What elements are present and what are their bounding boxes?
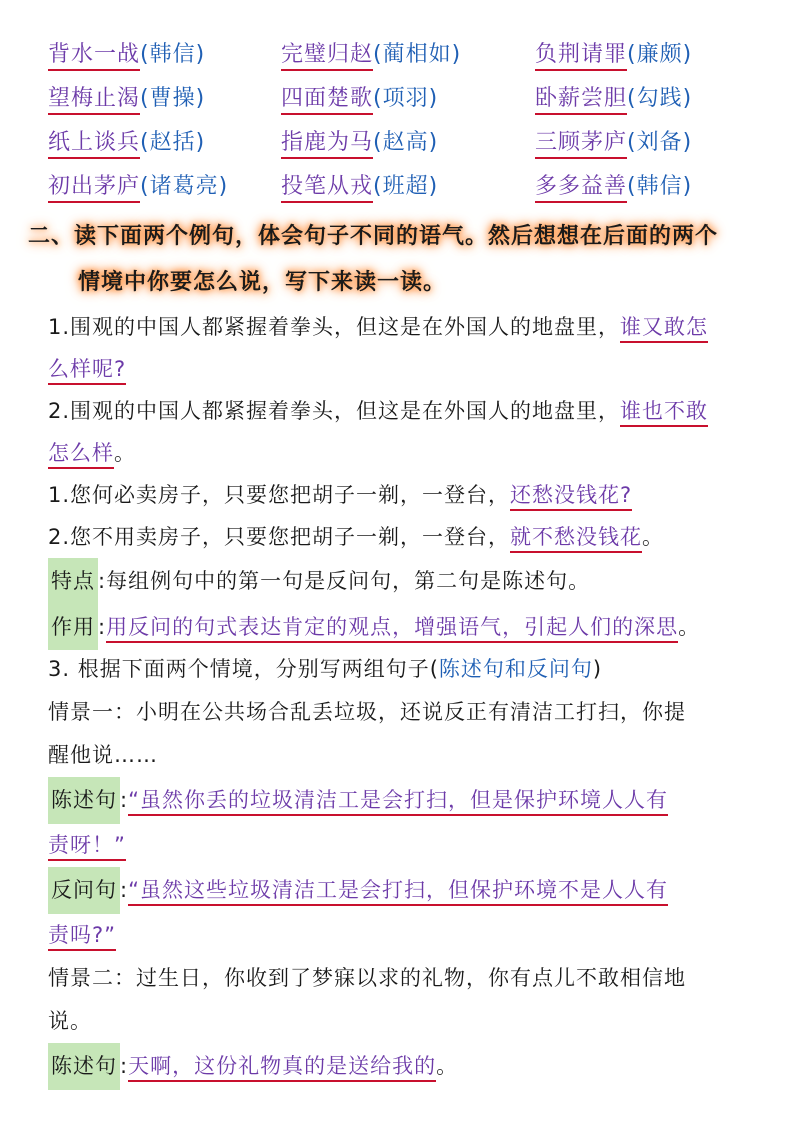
heading-line-1: 二、读下面两个例句，体会句子不同的语气。然后想想在后面的两个 [28,224,719,249]
separator: : [98,569,107,593]
example-text: 2.围观的中国人都紧握着拳头，但这是在外国人的地盘里， [48,399,621,423]
idiom-text: 卧薪尝胆 [535,86,627,115]
idiom-text: 四面楚歌 [281,86,373,115]
punctuation: 。 [436,1054,459,1078]
heading-line-2: 情境中你要怎么说，写下来读一读。 [78,270,447,295]
example-2b [48,516,772,558]
idiom-person: (勾践) [627,85,693,111]
example-1b [48,390,772,432]
idiom-text: 完璧归赵 [281,42,373,71]
idiom-text: 投笔从戎 [281,174,373,203]
idiom-row [48,30,768,74]
idiom-cell [281,125,535,156]
idiom-person: (诸葛亮) [140,173,229,199]
idiom-cell [535,37,768,68]
idiom-cell [48,125,281,156]
idiom-row [48,162,768,206]
answer-text: 谁又敢怎 [620,315,708,343]
idiom-cell [281,169,535,200]
q3-prompt [48,648,772,691]
feature-tag: 特点 [48,558,98,604]
idiom-person: (刘备) [627,129,693,155]
statement-tag: 陈述句 [48,1043,120,1090]
example-text: 2.您不用卖房子，只要您把胡子一剃，一登台， [48,525,511,549]
example-text: 1.围观的中国人都紧握着拳头，但这是在外国人的地盘里， [48,315,621,339]
idiom-person: (廉颇) [627,41,693,67]
idiom-cell [281,81,535,112]
idiom-person: (赵高) [373,129,439,155]
separator: : [120,1054,129,1078]
answer-text: “虽然这些垃圾清洁工是会打扫，但保护环境不是人人有 [128,878,668,906]
scene1-rhetorical [48,867,772,914]
effect-line [48,604,772,650]
idiom-cell [48,37,281,68]
answer-text: 谁也不敢 [620,399,708,427]
scene1-statement [48,777,772,824]
idiom-person: (蔺相如) [373,41,462,67]
answer-text: “虽然你丢的垃圾清洁工是会打扫，但是保护环境人人有 [128,788,668,816]
example-1a-cont [48,348,772,390]
idiom-text: 背水一战 [48,42,140,71]
answer-text: 就不愁没钱花 [510,525,642,553]
idiom-text: 纸上谈兵 [48,130,140,159]
scene2-line1: 情景二：过生日，你收到了梦寐以求的礼物，你有点儿不敢相信地 [48,966,686,990]
idiom-person: (班超) [373,173,439,199]
idiom-row [48,74,768,118]
scene1-rhetorical-cont [48,914,772,957]
idiom-person: (赵括) [140,129,206,155]
idiom-cell [535,81,768,112]
idiom-cell [48,169,281,200]
rhetorical-tag: 反问句 [48,867,120,914]
punctuation: 。 [678,615,701,639]
feature-text: 每组例句中的第一句是反问句，第二句是陈述句。 [106,569,591,593]
effect-tag: 作用 [48,604,98,650]
punctuation: 。 [642,525,665,549]
idiom-cell [48,81,281,112]
idiom-grid [48,30,768,206]
answer-text: 怎么样 [48,441,114,469]
separator: : [120,878,129,902]
answer-text: 还愁没钱花? [510,483,632,511]
idiom-cell [281,37,535,68]
idiom-text: 初出茅庐 [48,174,140,203]
idiom-text: 指鹿为马 [281,130,373,159]
q3-blue-text: 陈述句和反问句 [438,657,593,681]
idiom-text: 负荆请罪 [535,42,627,71]
section-heading [28,214,768,306]
idiom-text: 多多益善 [535,174,627,203]
examples-block [48,306,772,650]
idiom-cell [535,169,768,200]
answer-text: 用反问的句式表达肯定的观点，增强语气，引起人们的深思 [106,615,678,643]
idiom-person: (韩信) [627,173,693,199]
idiom-text: 望梅止渴 [48,86,140,115]
idiom-row [48,118,768,162]
feature-line [48,558,772,604]
answer-text: 么样呢? [48,357,126,385]
answer-text: 责吗?” [48,923,116,951]
answer-text: 天啊，这份礼物真的是送给我的 [128,1054,436,1082]
example-2a [48,474,772,516]
idiom-person: (项羽) [373,85,439,111]
separator: : [98,615,107,639]
scene2-line2: 说。 [48,1009,92,1033]
idiom-person: (韩信) [140,41,206,67]
idiom-person: (曹操) [140,85,206,111]
answer-text: 责呀！” [48,833,126,861]
idiom-text: 三顾茅庐 [535,130,627,159]
scene1-line1: 情景一：小明在公共场合乱丢垃圾，还说反正有清洁工打扫，你提 [48,700,686,724]
scene1-statement-cont [48,824,772,867]
example-text: 1.您何必卖房子，只要您把胡子一剃，一登台， [48,483,511,507]
separator: : [120,788,129,812]
punctuation: ) [592,657,603,681]
punctuation: 。 [114,441,136,465]
statement-tag: 陈述句 [48,777,120,824]
idiom-cell [535,125,768,156]
scene2-statement [48,1043,772,1090]
example-1b-cont [48,432,772,474]
q3-block [48,648,772,1090]
example-1a [48,306,772,348]
q3-text: 3. 根据下面两个情境，分别写两组句子( [48,657,439,681]
scene1-line2: 醒他说…… [48,743,158,767]
